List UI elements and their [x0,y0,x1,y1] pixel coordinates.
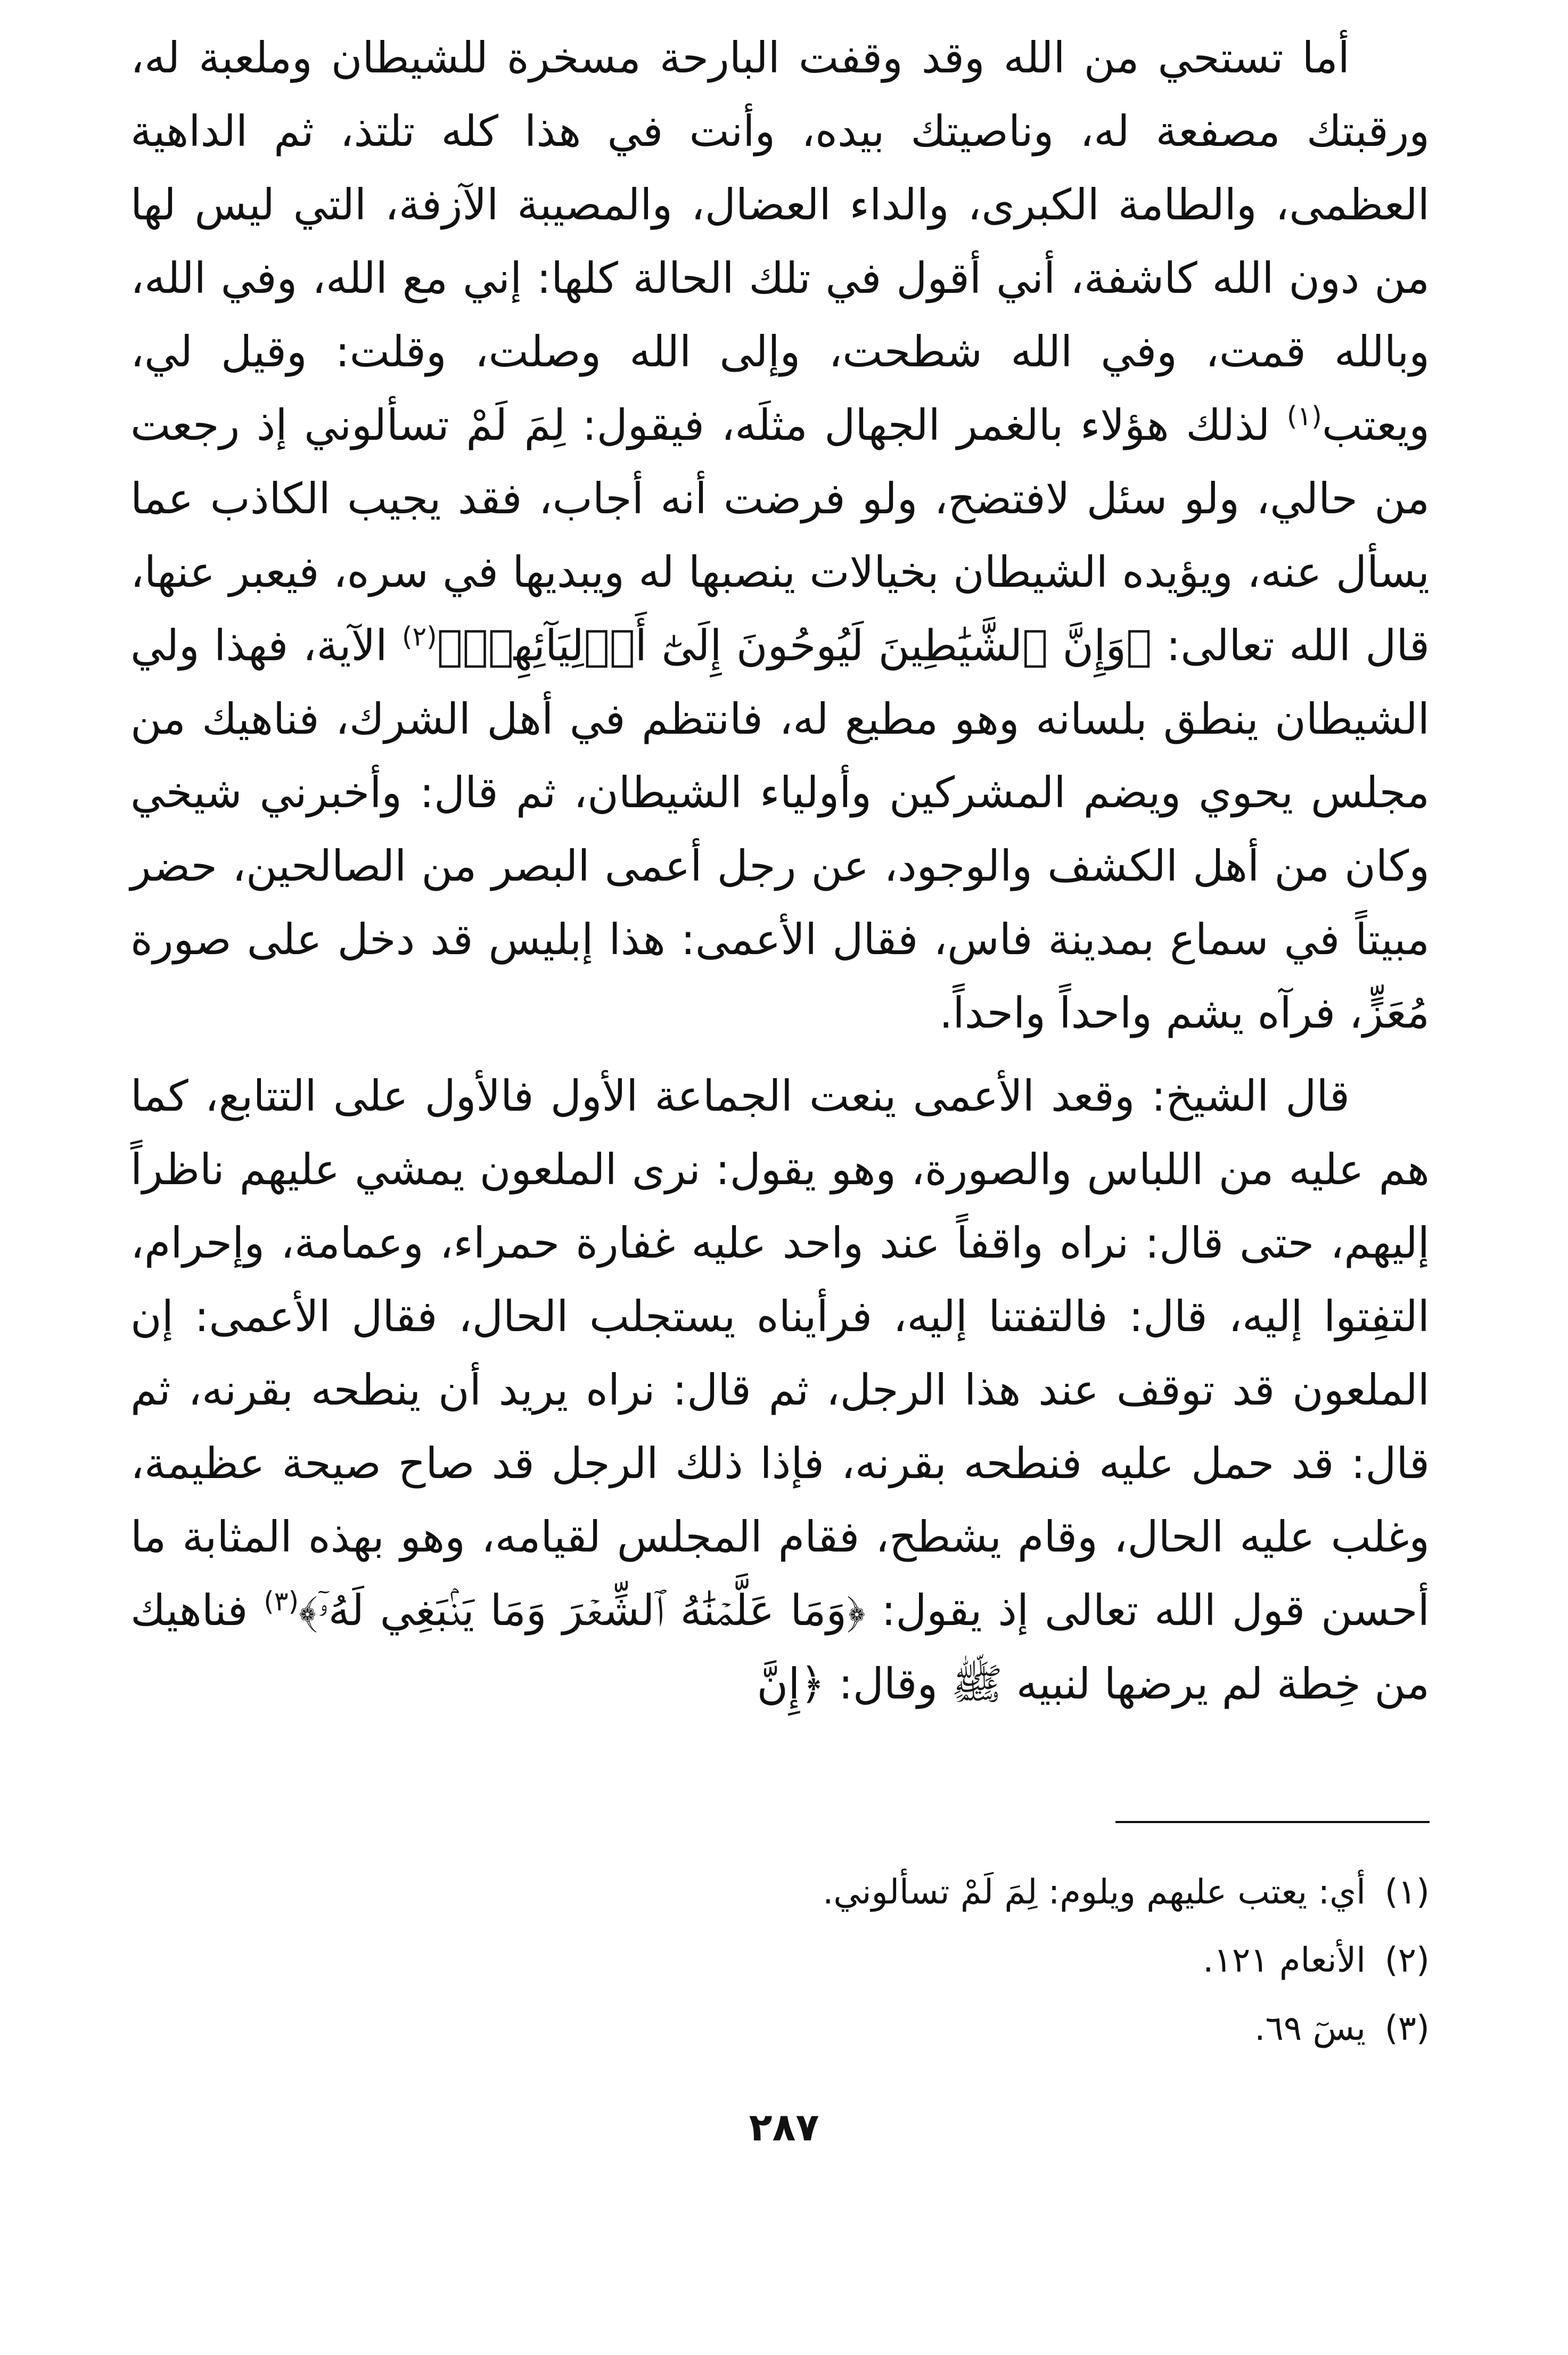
footnote-number: (٢) [1384,1941,1430,1980]
footnotes-list [130,1858,1430,2063]
footnote-1 [130,1858,1430,1926]
page-number: ٢٨٧ [749,2105,819,2149]
paragraph-1 [130,21,1430,1050]
footnote-3 [130,1995,1430,2063]
footnote-text: أي: يعتب عليهم ويلوم: لِمَ لَمْ تسألوني. [823,1873,1366,1912]
footnote-2 [130,1926,1430,1995]
paragraph-2-text-a: قال الشيخ: وقعد الأعمى ينعت الجماعة الأول فالأول على التتابع، كما هم عليه من اللباس والصورة، وهو يقول: نرى الملعون يمشي عليهم ناظراً إليهم، حتى قال: نراه واقفاً عند واحد عليه غفارة حمراء، وعمامة، وإحرام، التفِتوا إليه، قال: فالتفتنا إليه، فرأيناه يستجلب الحال، فقال الأعمى: إن الملعون قد توقف عند هذا الرجل، ثم قال: نراه يريد أن ينطحه بقرنه، ثم قال: قد حمل عليه فنطحه بقرنه، فإذا ذلك الرجل قد صاح صيحة عظيمة، وغلب عليه الحال، وقام يشطح، فقام المجلس لقيامه، وهو بهذه المثابة ما أحسن قول الله تعالى إذ يقول: [130,1071,1430,1635]
footnote-text: الأنعام ١٢١. [1203,1941,1366,1980]
paragraph-1-text-a: أما تستحي من الله وقد وقفت البارحة مسخرة للشيطان وملعبة له، ورقبتك مصفعة له، وناصيتك بيده، وأنت في هذا كله تلتذ، ثم الداهية العظمى، والطامة الكبرى، والداء العضال، والمصيبة الآزفة، التي ليس لها من دون الله كاشفة، أني أقول في تلك الحالة كلها: إني مع الله، وفي الله، وبالله قمت، وفي الله شطحت، وإلى الله وصلت، وقلت: وقيل لي، ويعتب [130,33,1430,450]
footnote-text: يسٓ ٦٩. [1254,2009,1366,2048]
quran-verse-2: ﴿وَمَا عَلَّمۡنَٰهُ ٱلشِّعۡرَ وَمَا يَنۢبَغِي لَهُۥٓ﴾ [299,1586,866,1635]
footnote-separator [1115,1821,1430,1823]
paragraph-2 [130,1060,1430,1721]
quran-verse-1: ﴿وَإِنَّ ٱلشَّيَٰطِينَ لَيُوحُونَ إِلَىٰٓ أَوۡلِيَآئِهِمۡ﴾ [437,621,1152,670]
paragraph-1-text-c: الآية، فهذا ولي الشيطان ينطق بلسانه وهو مطيع له، فانتظم في أهل الشرك، فناهيك من مجلس يحوي ويضم المشركين وأولياء الشيطان، ثم قال: وأخبرني شيخي وكان من أهل الكشف والوجود، عن رجل أعمى البصر من الصالحين، حضر مبيتاً في سماع بمدينة فاس، فقال الأعمى: هذا إبليس قد دخل على صورة مُعَزٍّ، فرآه يشم واحداً واحداً. [130,621,1430,1038]
paragraph-2-text-b: فناهيك من خِطة لم يرضها لنبيه ﷺ وقال: [130,1586,1430,1709]
footnote-marker-2: (٢) [401,621,437,652]
quran-verse-3: ﴿إِنَّ [757,1659,825,1709]
footnote-marker-3: (٣) [264,1586,299,1617]
paragraph-1-text-b: لذلك هؤلاء بالغمر الجهال مثلَه، فيقول: لِمَ لَمْ تسألوني إذ رجعت من حالي، ولو سئل لافتضح، ولو فرضت أنه أجاب، فقد يجيب الكاذب عما يسأل عنه، ويؤيده الشيطان بخيالات ينصبها له ويبديها في سره، فيعبر عنها، قال الله تعالى: [130,400,1430,670]
footnote-marker-1: (١) [1286,400,1322,432]
footnote-number: (٣) [1384,2009,1430,2048]
footnote-number: (١) [1384,1873,1430,1912]
